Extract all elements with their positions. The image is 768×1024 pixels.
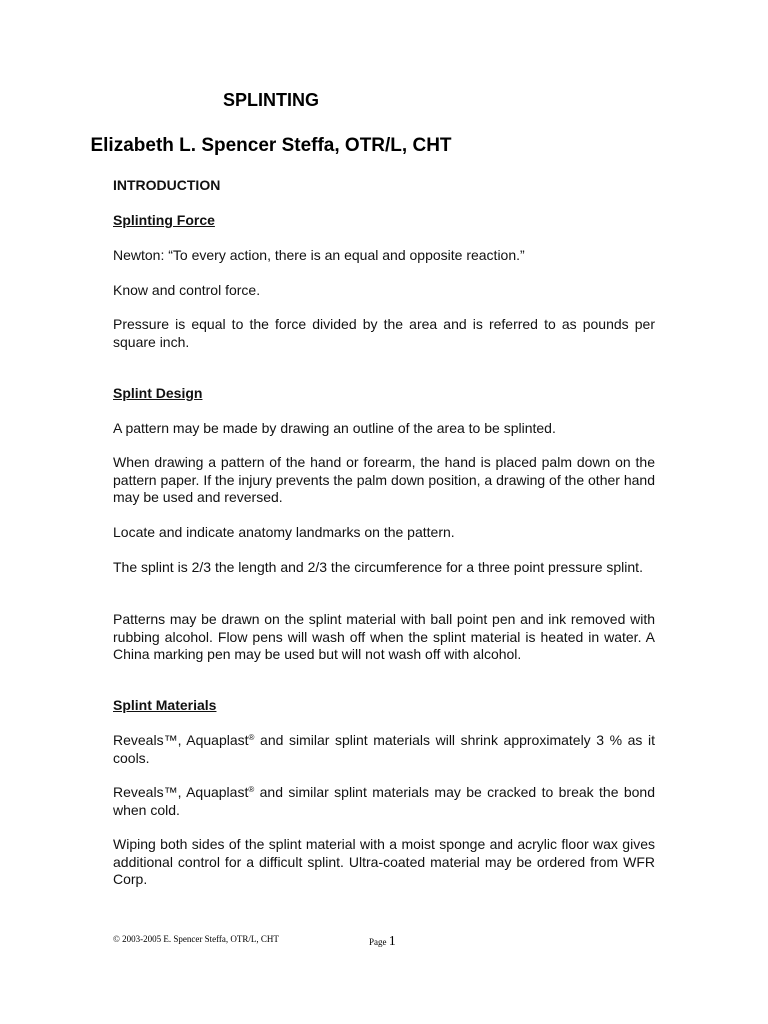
section-heading-splinting-force: Splinting Force xyxy=(113,212,215,228)
paragraph: Pressure is equal to the force divided by the area and is referred to as pounds per square inch. xyxy=(113,316,655,350)
document-author: Elizabeth L. Spencer Steffa, OTR/L, CHT xyxy=(90,135,452,156)
paragraph: Patterns may be drawn on the splint material with ball point pen and ink removed with rubbing alcohol. Flow pens will wash off when the splint material is heated in water. A China marking pen may be used but will not wash off with alcohol. xyxy=(113,611,655,662)
paragraph: Reveals™, Aquaplast® and similar splint materials may be cracked to break the bond when cold. xyxy=(113,784,655,818)
registered-mark: ® xyxy=(248,733,255,742)
footer-copyright: © 2003-2005 E. Spencer Steffa, OTR/L, CHT xyxy=(113,934,279,944)
paragraph: When drawing a pattern of the hand or forearm, the hand is placed palm down on the pattern paper. If the injury prevents the palm down position, a drawing of the other hand may be used and reversed. xyxy=(113,454,655,505)
intro-heading: INTRODUCTION xyxy=(113,177,221,193)
footer-page: Page 1 xyxy=(369,934,396,949)
page-number: 1 xyxy=(388,934,396,949)
paragraph: Know and control force. xyxy=(113,282,261,298)
paragraph: Locate and indicate anatomy landmarks on the pattern. xyxy=(113,524,455,540)
paragraph: Newton: “To every action, there is an equal and opposite reaction.” xyxy=(113,247,525,263)
document-title: SPLINTING xyxy=(222,90,319,110)
section-heading-splint-materials: Splint Materials xyxy=(113,697,217,713)
paragraph: Wiping both sides of the splint material with a moist sponge and acrylic floor wax gives additional control for a difficult splint. Ultra-coated material may be ordered from WFR Corp. xyxy=(113,836,655,887)
paragraph: The splint is 2/3 the length and 2/3 the circumference for a three point pressure splint. xyxy=(113,559,643,575)
registered-mark: ® xyxy=(248,785,255,794)
section-heading-splint-design: Splint Design xyxy=(113,385,203,401)
paragraph: A pattern may be made by drawing an outline of the area to be splinted. xyxy=(113,420,556,436)
paragraph: Reveals™, Aquaplast® and similar splint materials will shrink approximately 3 % as it cools. xyxy=(113,732,655,766)
